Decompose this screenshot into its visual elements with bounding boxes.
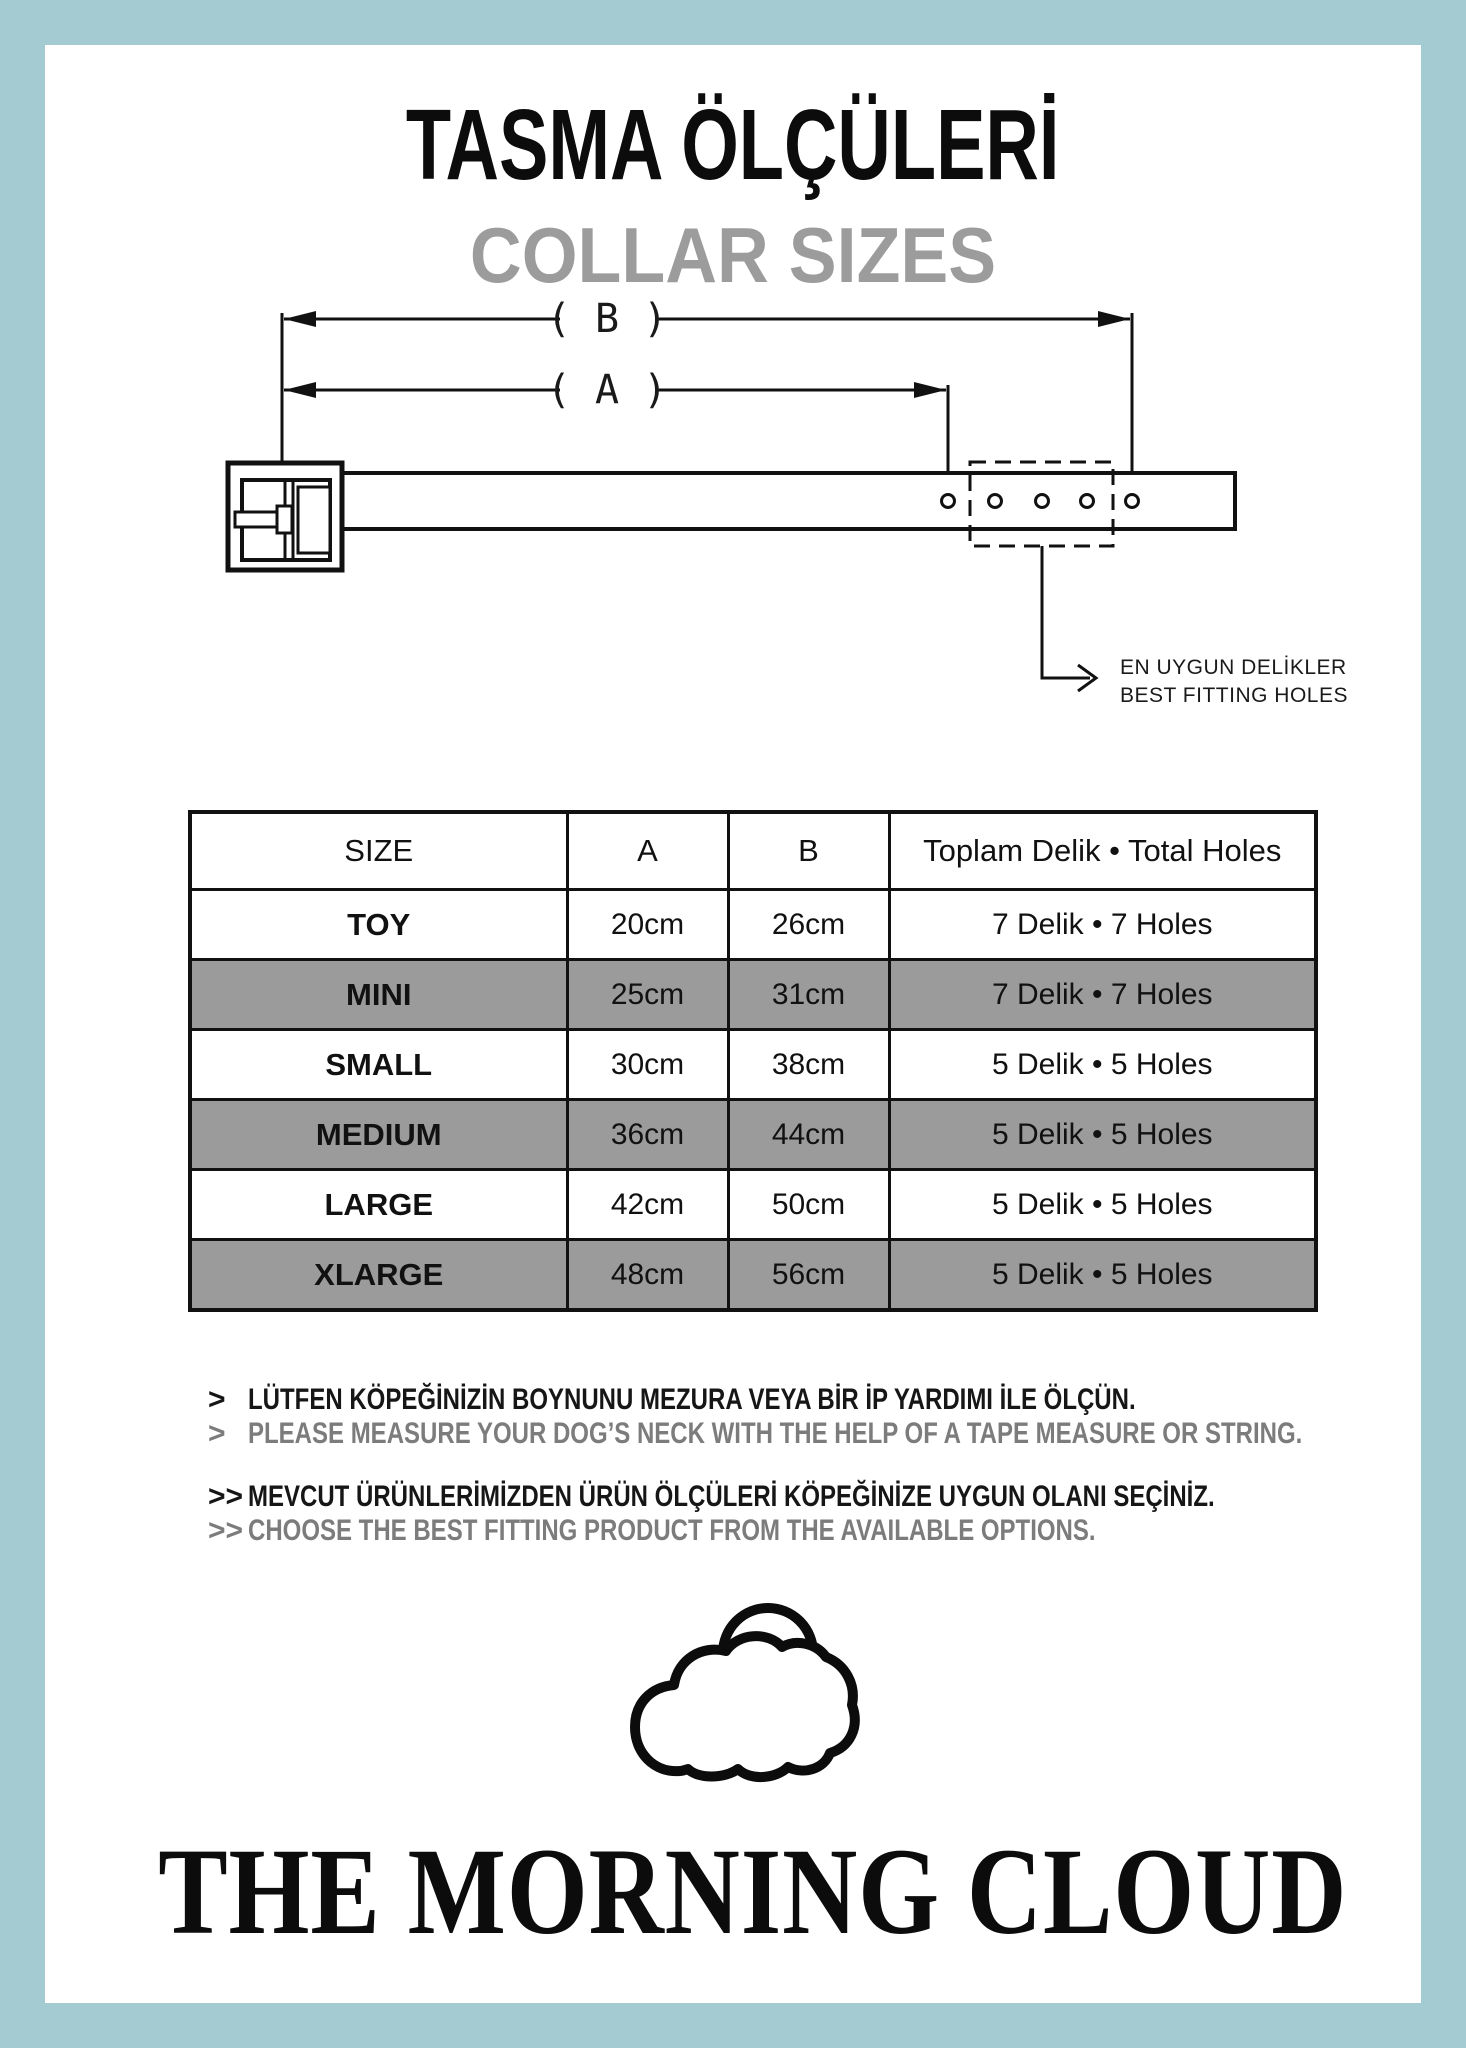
instruction-text: MEVCUT ÜRÜNLERİMİZDEN ÜRÜN ÖLÇÜLERİ KÖPEĞİNİZE UYGUN OLANI SEÇİNİZ. (248, 1480, 1215, 1513)
collar-measurement-diagram (0, 0, 1466, 760)
collar-size-table (188, 810, 1318, 1312)
a-cell: 48cm (567, 1240, 728, 1311)
col-header-b: B (728, 812, 889, 890)
instruction-choose-tr (208, 1480, 1456, 1515)
table-row-large (190, 1170, 1316, 1240)
collar-hole-2 (989, 495, 1002, 508)
dimension-a-arrow-left (284, 382, 316, 398)
instruction-text: LÜTFEN KÖPEĞİNİZİN BOYNUNU MEZURA VEYA BİR İP YARDIMI İLE ÖLÇÜN. (248, 1383, 1136, 1416)
page-title-text: TASMA ÖLÇÜLERİ (406, 89, 1060, 201)
collar-hole-1 (942, 495, 955, 508)
dimension-b-arrow-right (1098, 311, 1130, 327)
table-row-toy (190, 890, 1316, 960)
brand-wordmark (45, 1823, 1421, 1960)
a-cell: 30cm (567, 1030, 728, 1100)
callout-line1: EN UYGUN DELİKLER (1120, 656, 1347, 679)
holes-cell: 5 Delik • 5 Holes (889, 1240, 1316, 1311)
col-header-a: A (567, 812, 728, 890)
table-row-xlarge (190, 1240, 1316, 1311)
b-cell: 50cm (728, 1170, 889, 1240)
instruction-bullet: >> (208, 1514, 244, 1547)
buckle-prong (235, 512, 279, 527)
b-cell: 44cm (728, 1100, 889, 1170)
size-cell: LARGE (190, 1170, 567, 1240)
holes-cell: 5 Delik • 5 Holes (889, 1100, 1316, 1170)
size-cell: TOY (190, 890, 567, 960)
instruction-choose-en (208, 1514, 1307, 1549)
b-cell: 38cm (728, 1030, 889, 1100)
instruction-text: PLEASE MEASURE YOUR DOG’S NECK WITH THE HELP OF A TAPE MEASURE OR STRING. (248, 1417, 1303, 1450)
dimension-b-arrow-left (284, 311, 316, 327)
callout-leader-line (1042, 546, 1090, 678)
collar-hole-4 (1081, 495, 1094, 508)
a-cell: 20cm (567, 890, 728, 960)
a-cell: 25cm (567, 960, 728, 1030)
callout-line2: BEST FITTING HOLES (1120, 684, 1348, 707)
instruction-bullet: >> (208, 1480, 244, 1513)
table-header-row (190, 812, 1316, 890)
dimension-a-arrow-right (914, 382, 946, 398)
a-cell: 36cm (567, 1100, 728, 1170)
b-cell: 31cm (728, 960, 889, 1030)
cloud-logo-icon (620, 1595, 870, 1795)
col-header-size: SIZE (190, 812, 567, 890)
instruction-bullet: > (208, 1417, 226, 1450)
col-header-holes: Toplam Delik • Total Holes (889, 812, 1316, 890)
holes-cell: 7 Delik • 7 Holes (889, 890, 1316, 960)
dimension-a-label: ( A ) (546, 367, 668, 413)
cloud-body (635, 1636, 855, 1777)
instruction-measure-tr (208, 1383, 1358, 1418)
instruction-bullet: > (208, 1383, 226, 1416)
b-cell: 26cm (728, 890, 889, 960)
holes-cell: 5 Delik • 5 Holes (889, 1030, 1316, 1100)
size-cell: MEDIUM (190, 1100, 567, 1170)
size-cell: MINI (190, 960, 567, 1030)
brand-wordmark-text: THE MORNING CLOUD (158, 1823, 1348, 1960)
instruction-text: CHOOSE THE BEST FITTING PRODUCT FROM THE AVAILABLE OPTIONS. (248, 1514, 1096, 1547)
page-subtitle-text: COLLAR SIZES (469, 211, 997, 299)
table-row-medium (190, 1100, 1316, 1170)
table-row-small (190, 1030, 1316, 1100)
size-cell: SMALL (190, 1030, 567, 1100)
size-cell: XLARGE (190, 1240, 567, 1311)
table-row-mini (190, 960, 1316, 1030)
collar-strap (330, 473, 1235, 529)
collar-hole-5 (1126, 495, 1139, 508)
holes-cell: 7 Delik • 7 Holes (889, 960, 1316, 1030)
buckle-strap-end (298, 487, 330, 553)
dimension-b-label: ( B ) (546, 296, 668, 342)
collar-hole-3 (1036, 495, 1049, 508)
buckle-prong-knob (277, 506, 292, 533)
a-cell: 42cm (567, 1170, 728, 1240)
b-cell: 56cm (728, 1240, 889, 1311)
holes-cell: 5 Delik • 5 Holes (889, 1170, 1316, 1240)
instruction-measure-en (208, 1417, 1466, 1452)
